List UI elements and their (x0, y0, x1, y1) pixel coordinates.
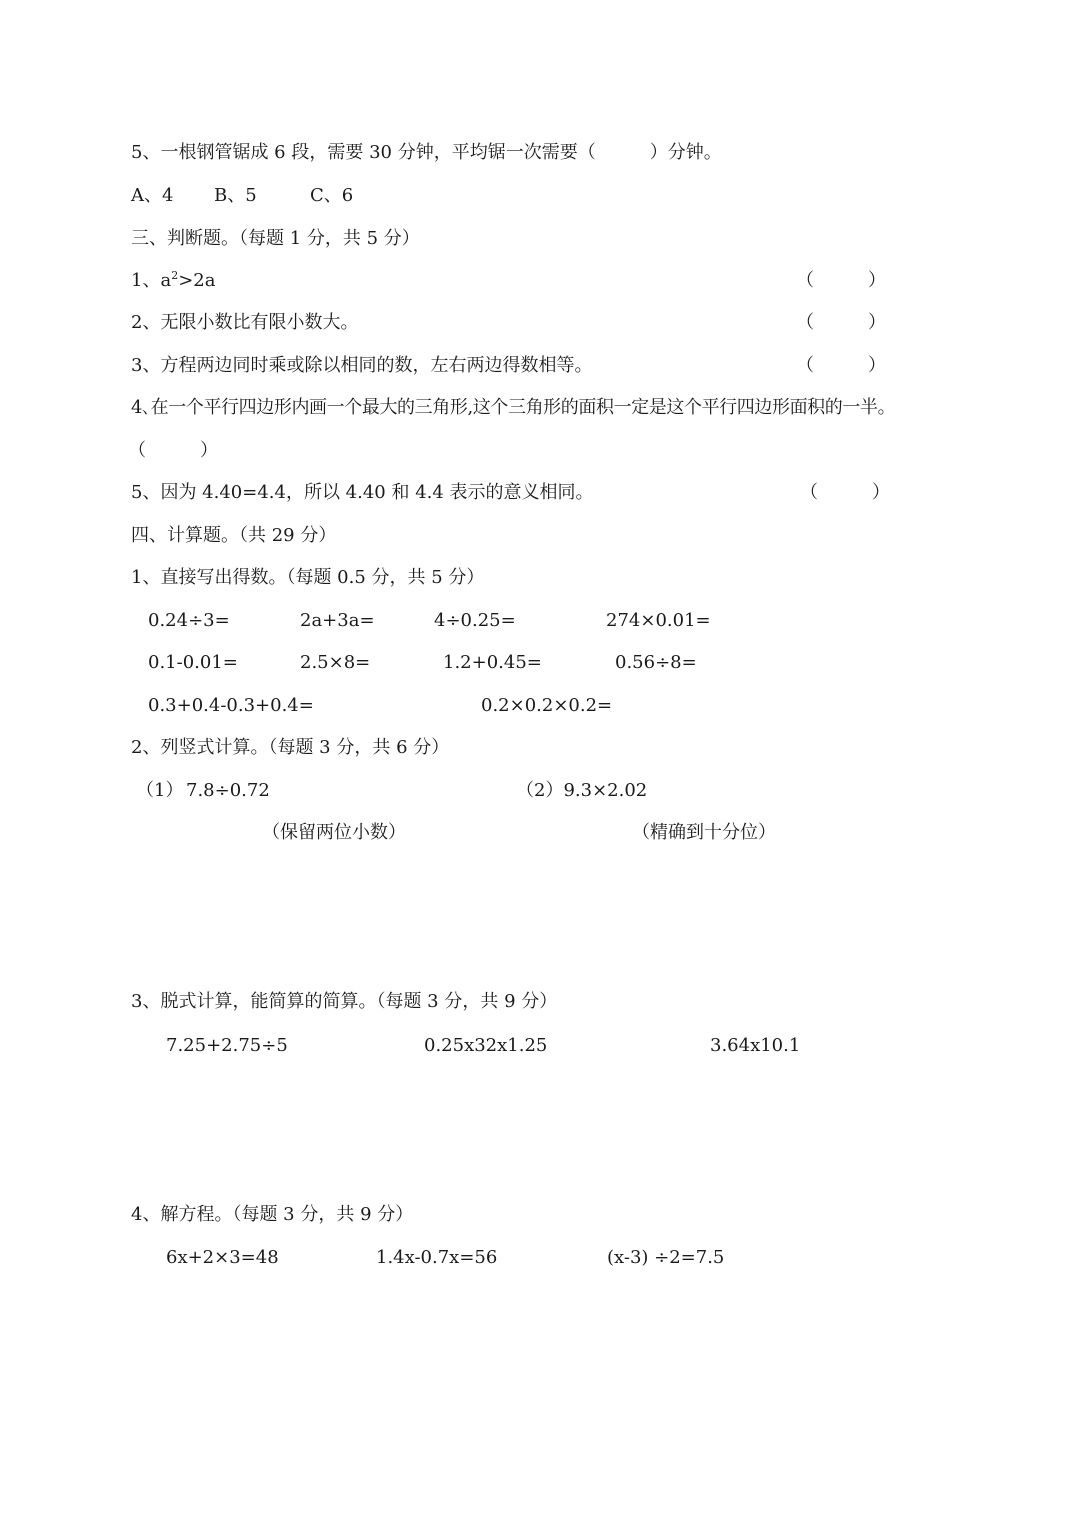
direct-calc-item: 2.5×8= (300, 652, 371, 673)
stepwise-calc-item: 0.25x32x1.25 (424, 1035, 548, 1056)
answer-bracket-3[interactable]: （ ） (796, 355, 886, 376)
mc-question-5: 5、一根钢管锯成 6 段，需要 30 分钟，平均锯一次需要（ ）分钟。 (131, 142, 722, 163)
mc-option-b: B、5 (214, 185, 257, 206)
direct-calc-item: 0.56÷8= (615, 652, 697, 673)
judge-q1-suffix: >2a (178, 270, 216, 291)
direct-calc-item: 1.2+0.45= (443, 652, 542, 673)
answer-bracket-1[interactable]: （ ） (796, 270, 886, 291)
equations-title: 4、解方程。（每题 3 分，共 9 分） (131, 1204, 414, 1225)
direct-calc-item: 0.2×0.2×0.2= (481, 695, 613, 716)
judge-question-1 (131, 269, 215, 293)
direct-calc-item: 0.3+0.4-0.3+0.4= (148, 695, 314, 716)
equation-item: 1.4x-0.7x=56 (376, 1247, 498, 1268)
stepwise-calc-title: 3、脱式计算，能简算的简算。（每题 3 分，共 9 分） (131, 991, 558, 1012)
stepwise-calc-item: 7.25+2.75÷5 (166, 1035, 288, 1056)
direct-calc-item: 0.24÷3= (148, 610, 230, 631)
judge-question-5: 5、因为 4.40=4.4，所以 4.40 和 4.4 表示的意义相同。 (131, 482, 594, 503)
section-title-judge: 三、判断题。（每题 1 分，共 5 分） (131, 228, 420, 249)
direct-calc-item: 274×0.01= (606, 610, 711, 631)
mc-option-a: A、4 (131, 185, 174, 206)
stepwise-calc-item: 3.64x10.1 (710, 1035, 801, 1056)
judge-question-3: 3、方程两边同时乘或除以相同的数，左右两边得数相等。 (131, 355, 593, 376)
answer-bracket-4[interactable]: （ ） (128, 440, 218, 461)
mc-option-c: C、6 (310, 185, 354, 206)
answer-bracket-2[interactable]: （ ） (796, 312, 886, 333)
judge-question-2: 2、无限小数比有限小数大。 (131, 312, 359, 333)
section-title-calc: 四、计算题。（共 29 分） (131, 525, 337, 546)
vertical-calc-problem-1: 7.8÷0.72 (186, 780, 270, 801)
vertical-calc-title: 2、列竖式计算。（每题 3 分，共 6 分） (131, 737, 450, 758)
vertical-calc-note-1: （保留两位小数） (262, 822, 406, 843)
direct-calc-item: 2a+3a= (300, 610, 375, 631)
vertical-calc-note-2: （精确到十分位） (632, 822, 776, 843)
judge-question-4: 4､在一个平行四边形内画一个最大的三角形,这个三角形的面积一定是这个平行四边形面积的一半。 (131, 397, 896, 418)
direct-calc-title: 1、直接写出得数。（每题 0.5 分，共 5 分） (131, 567, 485, 588)
direct-calc-item: 4÷0.25= (434, 610, 516, 631)
judge-q1-prefix: 1、a (131, 270, 172, 291)
equation-item: 6x+2×3=48 (166, 1247, 279, 1268)
equation-item: (x-3) ÷2=7.5 (607, 1247, 725, 1268)
judge-q1-exponent: 2 (171, 269, 179, 282)
vertical-calc-problem-2: （2）9.3×2.02 (516, 780, 648, 801)
direct-calc-item: 0.1-0.01= (148, 652, 238, 673)
answer-bracket-5[interactable]: （ ） (800, 482, 890, 503)
vertical-calc-problem-1-number: （1） (136, 780, 184, 801)
